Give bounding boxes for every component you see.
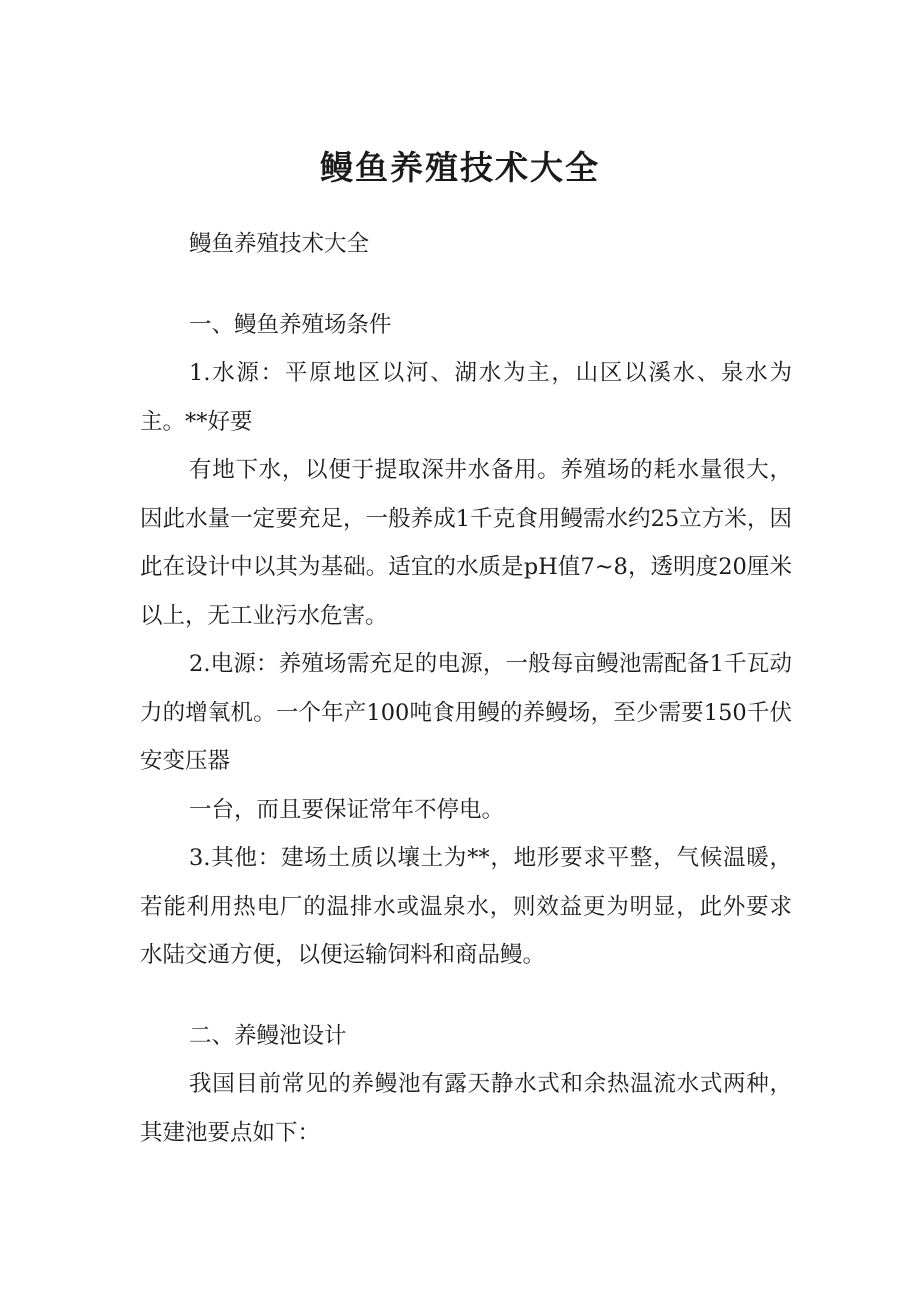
paragraph: 2.电源：养殖场需充足的电源，一般每亩鳗池需配备1千瓦动力的增氧机。一个年产100吨食用鳗的养鳗场，至少需要150千伏安变压器	[140, 651, 792, 774]
paragraph: 3.其他：建场土质以壤土为**，地形要求平整，气候温暖，若能利用热电厂的温排水或温泉水，则效益更为明显，此外要求水陆交通方便，以便运输饲料和商品鳗。	[140, 845, 792, 968]
document-body	[140, 220, 792, 1157]
section-heading: 一、鳗鱼养殖场条件	[189, 311, 392, 338]
paragraph: 一台，而且要保证常年不停电。	[189, 796, 505, 823]
paragraph: 我国目前常见的养鳗池有露天静水式和余热温流水式两种，其建池要点如下：	[140, 1071, 792, 1146]
paragraph: 有地下水，以便于提取深井水备用。养殖场的耗水量很大，因此水量一定要充足，一般养成1千克食用鳗需水约25立方米，因此在设计中以其为基础。适宜的水质是pH值7~8，透明度20厘米以上，无工业污水危害。	[140, 457, 792, 629]
section-heading: 二、养鳗池设计	[189, 1022, 347, 1049]
spacer	[140, 980, 792, 1012]
document-title: 鳗鱼养殖技术大全	[320, 148, 600, 187]
spacer	[140, 269, 792, 301]
paragraph: 1.水源：平原地区以河、湖水为主，山区以溪水、泉水为主。**好要	[140, 360, 792, 435]
document-subtitle: 鳗鱼养殖技术大全	[189, 231, 370, 257]
